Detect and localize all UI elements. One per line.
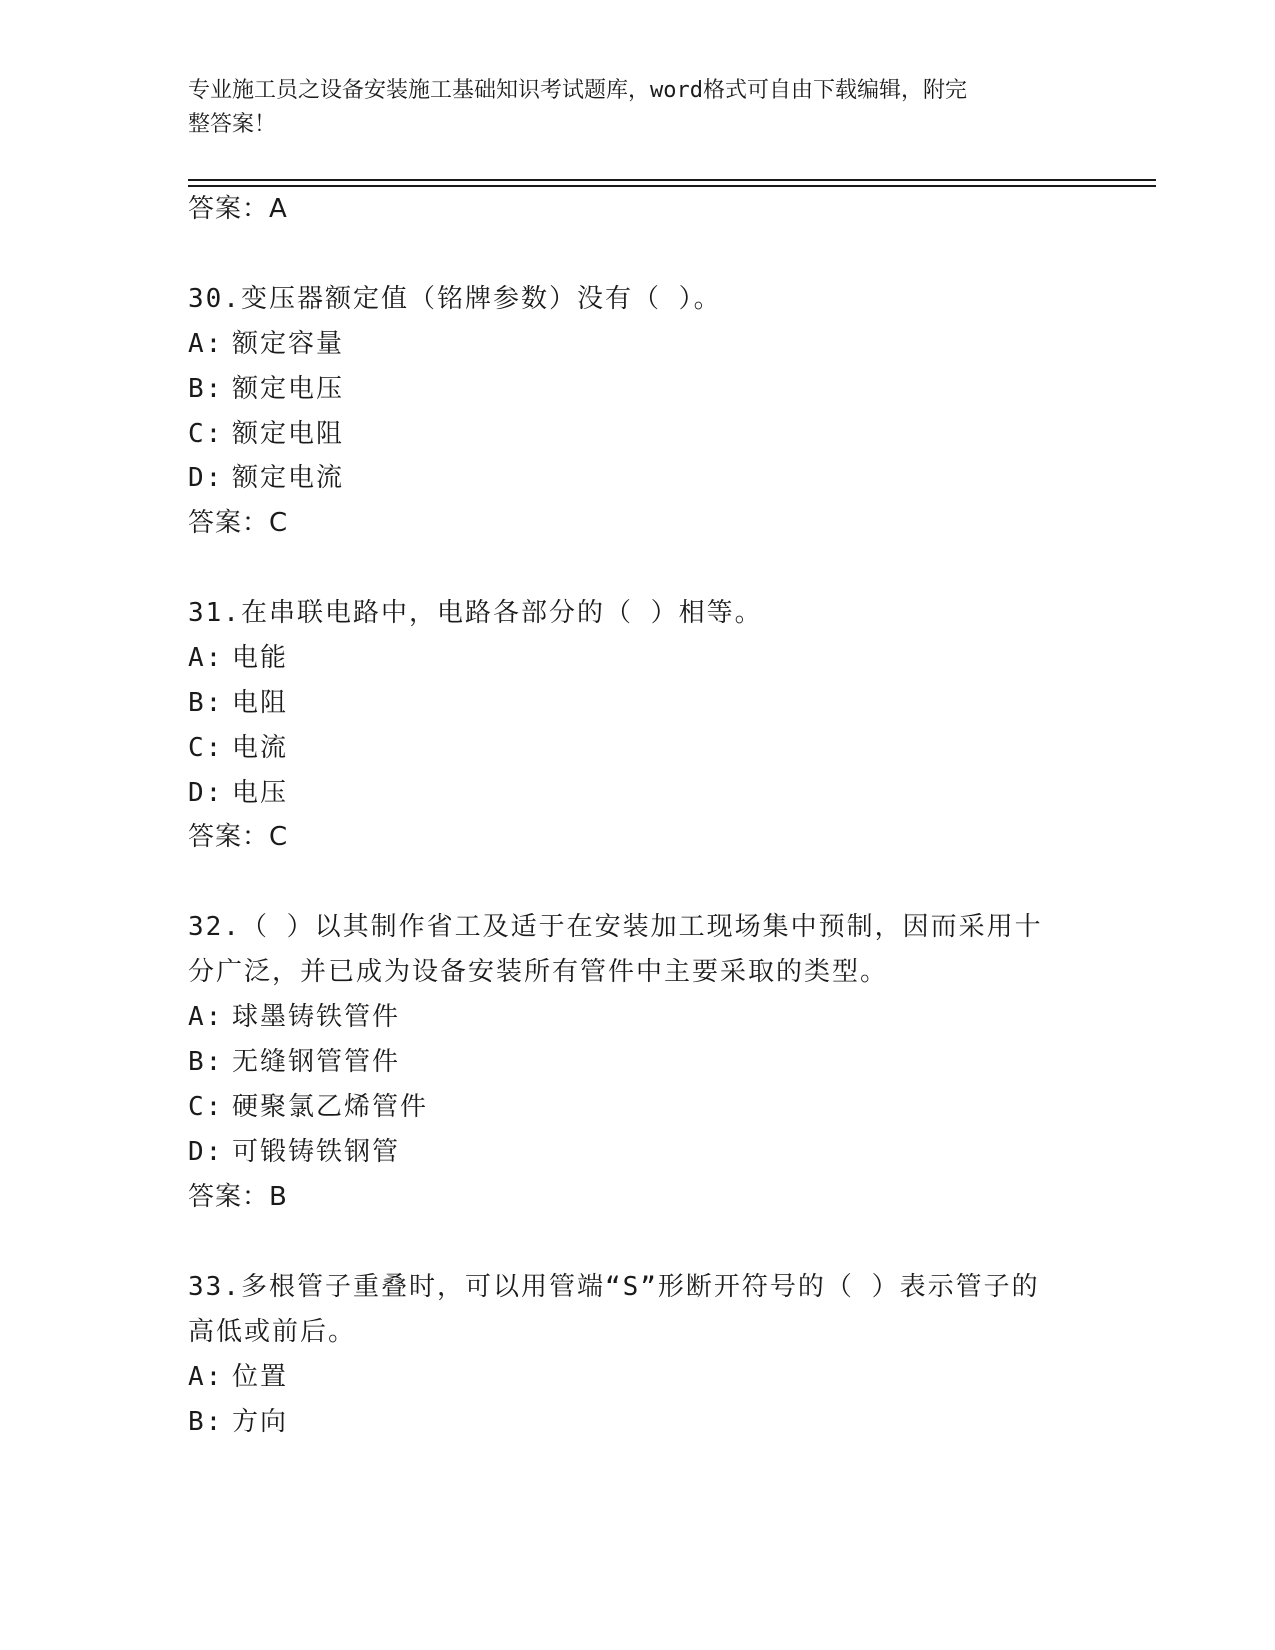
option-key: A:	[188, 643, 224, 673]
option-text: 硬聚氯乙烯管件	[232, 1092, 429, 1122]
question-32-option-c	[188, 1092, 428, 1122]
option-key: D:	[188, 778, 224, 808]
document-header	[188, 74, 1068, 142]
option-text: 球墨铸铁管件	[232, 1002, 401, 1032]
question-30-option-c	[188, 419, 344, 449]
option-key: C:	[188, 419, 224, 449]
question-32-stem-line-2: 分广泛，并已成为设备安装所有管件中主要采取的类型。	[188, 957, 889, 987]
option-key: B:	[188, 1407, 224, 1437]
option-key: B:	[188, 374, 224, 404]
option-text: 额定容量	[232, 329, 345, 359]
question-30-stem: 30.变压器额定值（铭牌参数）没有（ ）。	[188, 284, 722, 314]
header-title-line-2: 整答案！	[188, 112, 277, 137]
option-text: 可锻铸铁钢管	[232, 1137, 401, 1167]
question-30-option-b	[188, 374, 344, 404]
question-31-option-d	[188, 778, 288, 808]
option-key: D:	[188, 1137, 224, 1167]
question-32-answer: 答案：B	[188, 1182, 288, 1212]
option-key: D:	[188, 463, 224, 493]
header-divider-top	[188, 179, 1156, 181]
option-text: 方向	[232, 1407, 289, 1437]
question-32-option-b	[188, 1047, 400, 1077]
question-33-stem-line-1: 33.多根管子重叠时，可以用管端“S”形断开符号的（ ）表示管子的	[188, 1272, 1040, 1302]
option-text: 电阻	[232, 688, 289, 718]
question-31-stem: 31.在串联电路中，电路各部分的（ ）相等。	[188, 598, 763, 628]
question-33-stem-line-2: 高低或前后。	[188, 1317, 357, 1347]
header-divider-bottom	[188, 185, 1156, 187]
previous-answer: 答案：A	[188, 194, 288, 224]
option-text: 额定电阻	[232, 419, 345, 449]
option-key: B:	[188, 1047, 224, 1077]
option-text: 电压	[232, 778, 289, 808]
question-31-option-a	[188, 643, 288, 673]
option-text: 无缝钢管管件	[232, 1047, 401, 1077]
question-30-option-a	[188, 329, 344, 359]
option-key: C:	[188, 733, 224, 763]
question-31-option-c	[188, 733, 288, 763]
option-key: A:	[188, 1362, 224, 1392]
question-31-answer: 答案：C	[188, 822, 289, 852]
option-text: 位置	[232, 1362, 289, 1392]
option-key: A:	[188, 329, 224, 359]
question-30-answer: 答案：C	[188, 508, 289, 538]
header-title-line-1: 专业施工员之设备安装施工基础知识考试题库，word格式可自由下载编辑，附完	[188, 78, 967, 103]
option-key: C:	[188, 1092, 224, 1122]
option-key: A:	[188, 1002, 224, 1032]
option-text: 额定电压	[232, 374, 345, 404]
question-30-option-d	[188, 463, 344, 493]
question-32-stem-line-1: 32.（ ）以其制作省工及适于在安装加工现场集中预制，因而采用十	[188, 912, 1043, 942]
option-text: 额定电流	[232, 463, 345, 493]
question-33-option-a	[188, 1362, 288, 1392]
question-31-option-b	[188, 688, 288, 718]
question-32-option-a	[188, 1002, 400, 1032]
option-key: B:	[188, 688, 224, 718]
option-text: 电流	[232, 733, 289, 763]
question-33-option-b	[188, 1407, 288, 1437]
question-32-option-d	[188, 1137, 400, 1167]
option-text: 电能	[232, 643, 289, 673]
